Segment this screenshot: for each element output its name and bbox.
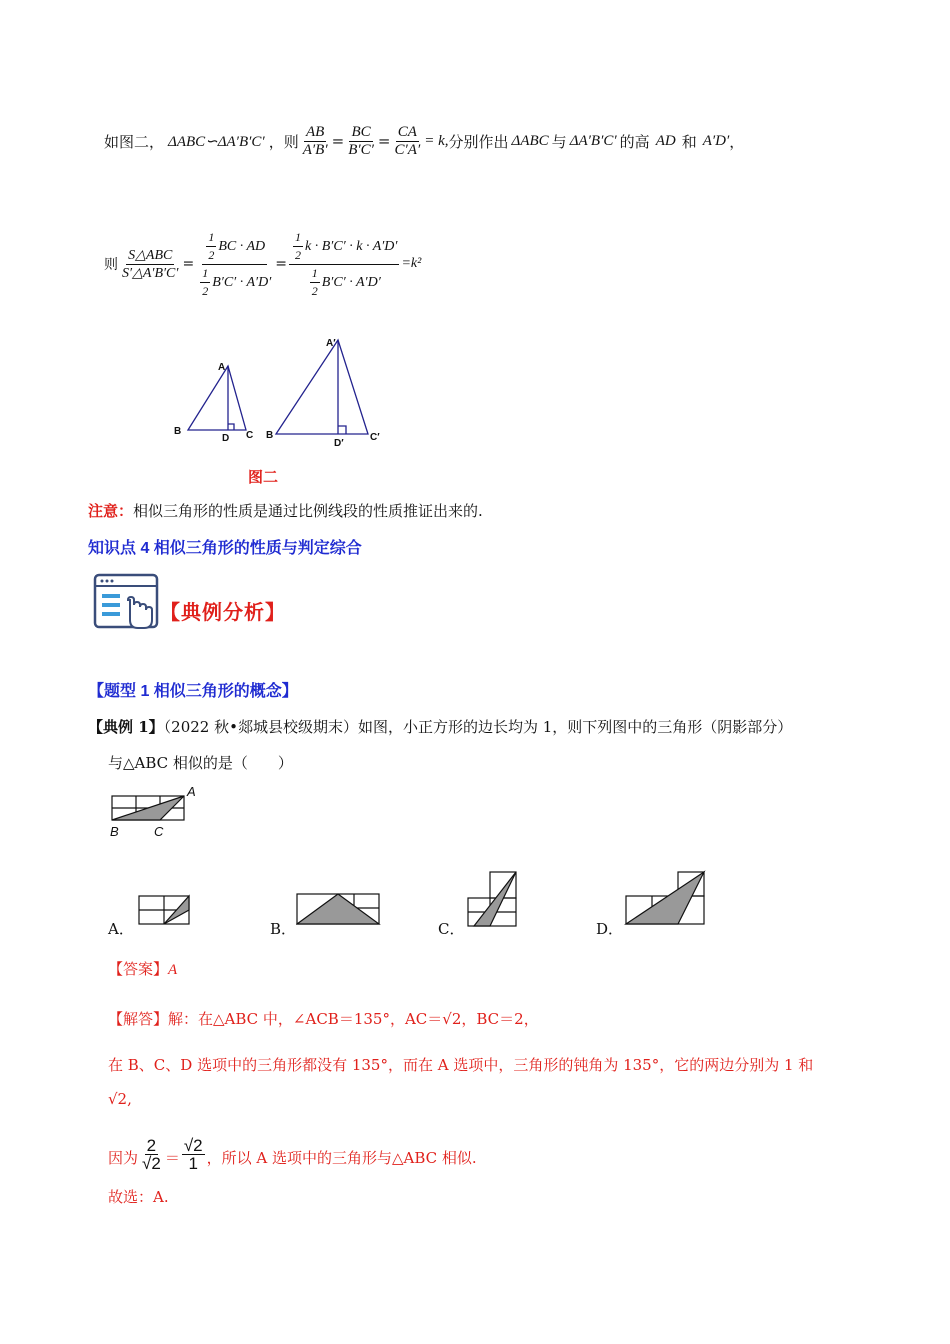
para-similar-ratio: 如图二， ΔABC∽ΔA′B′C′ ，则 $\frac{AB}{A'B'}$ = $\frac{BC}{B'C'}$ = $\frac{CA}{C'A'}$ = k, 分别作出 ΔABC 与 ΔA′B′C′ 的高 AD 和 A′D′ ， bbox=[104, 123, 745, 158]
example-question bbox=[88, 716, 792, 737]
para1-height: 的高 bbox=[619, 132, 650, 151]
solution-because: 因为 $\frac{2}{√2}$ ＝ $\frac{√2}{1}$ ，所以 A 选项中的三角形与△ABC 相似. bbox=[108, 1136, 477, 1173]
example-banner bbox=[92, 572, 312, 634]
option-b-figure[interactable] bbox=[296, 892, 382, 926]
option-c-figure[interactable] bbox=[466, 870, 518, 928]
solution-line3: √2, bbox=[108, 1090, 132, 1108]
ratio-ca: $\frac{CA}{C'A'}$ bbox=[394, 123, 421, 158]
option-d-label[interactable]: D． bbox=[596, 920, 624, 938]
area-ratio-middle: $\frac{1}{2}$ BC · AD $\frac{1}{2}$ B′C′ · A′D′ bbox=[202, 229, 272, 298]
similar-statement: ΔABC∽ΔA′B′C′ bbox=[168, 133, 265, 150]
solution-label: 【解答】 bbox=[108, 1010, 169, 1028]
example-line2: 与△ABC 相似的是（ ） bbox=[108, 754, 293, 772]
height-ad: AD bbox=[655, 132, 676, 149]
example-label: 【典例 1】 bbox=[88, 718, 164, 736]
banner-text: 【典例分析】 bbox=[160, 600, 286, 624]
option-b-label[interactable]: B． bbox=[270, 920, 297, 938]
option-a-figure[interactable] bbox=[138, 894, 192, 926]
label-b: B bbox=[110, 824, 119, 839]
worksheet-pointer-icon bbox=[92, 572, 162, 634]
label-small-d: D bbox=[222, 433, 230, 444]
figure-two-triangles bbox=[170, 330, 390, 450]
ratio-bc: $\frac{BC}{B'C'}$ bbox=[348, 123, 374, 158]
figure-caption: 图二 bbox=[248, 468, 279, 486]
triangle-abc-grid bbox=[104, 782, 204, 842]
label-large-b: B bbox=[266, 430, 274, 441]
solution-line1 bbox=[108, 1008, 539, 1029]
label-large-c: C′ bbox=[370, 432, 380, 443]
option-c-label[interactable]: C． bbox=[438, 920, 465, 938]
fraction-2-over-root2: $\frac{2}{√2}$ bbox=[142, 1136, 161, 1173]
para1-prefix: 如图二， bbox=[104, 132, 165, 151]
note bbox=[88, 500, 483, 521]
height-ad-prime: A′D′ bbox=[702, 132, 730, 149]
area-ratio-substituted: $\frac{1}{2}$ k · B′C′ · k · A′D′ $\frac{1}{2}$ B′C′ · A′D′ bbox=[289, 229, 399, 300]
section-title: 知识点 4 相似三角形的性质与判定综合 bbox=[88, 540, 362, 557]
small-triangle bbox=[188, 366, 246, 430]
large-triangle bbox=[276, 340, 368, 434]
label-small-b: B bbox=[174, 426, 182, 437]
label-a: A bbox=[187, 784, 196, 799]
option-d-figure[interactable] bbox=[624, 870, 708, 926]
para2-ze: 则 bbox=[104, 257, 118, 273]
area-ratio-formula: 则 $\frac{\text{S△ABC}}{S'\triangle A'B'C'}$ = $\frac{1}{2}$ BC · AD $\frac{1}{2}$ B′C′ · A′D′ = $\frac{1}{2}$ k · B′C′ · k · A′D′ $\frac{1}{2}$ B′C′ · A′D′ =k² bbox=[104, 229, 422, 298]
para1-yu: 与 bbox=[551, 132, 567, 151]
solution-line2: 在 B、C、D 选项中的三角形都没有 135°，而在 A 选项中，三角形的钝角为 135°，它的两边分别为 1 和 bbox=[108, 1056, 814, 1074]
label-small-a: A bbox=[218, 362, 226, 373]
label-c: C bbox=[154, 824, 164, 839]
answer-label: 【答案】 bbox=[108, 960, 169, 978]
solution-tail: ，所以 A 选项中的三角形与△ABC 相似. bbox=[206, 1149, 477, 1167]
note-text: 相似三角形的性质是通过比例线段的性质推证出来的. bbox=[133, 502, 483, 520]
solution-text1: 解：在△ABC 中，∠ACB＝135°，AC＝√2，BC＝2， bbox=[168, 1010, 539, 1028]
example-line1: （2022 秋•郯城县校级期末）如图，小正方形的边长均为 1，则下列图中的三角形（阴影部分） bbox=[163, 718, 793, 736]
ratio-ab: $\frac{AB}{A'B'}$ bbox=[302, 123, 328, 158]
label-large-d: D′ bbox=[334, 438, 344, 449]
label-small-c: C bbox=[246, 430, 254, 441]
option-a-label[interactable]: A． bbox=[108, 920, 134, 938]
para1-mid: 分别作出 bbox=[448, 132, 509, 151]
para1-he: 和 bbox=[681, 132, 697, 151]
area-ratio-result: =k² bbox=[401, 256, 422, 271]
triangle-abc: ΔABC bbox=[511, 132, 549, 149]
para1-then: ，则 bbox=[268, 132, 299, 151]
solution-conclusion: 故选：A. bbox=[108, 1188, 169, 1206]
note-label: 注意： bbox=[88, 502, 134, 520]
answer bbox=[108, 958, 177, 979]
area-ratio-lhs: $\frac{\text{S△ABC}}{S'\triangle A'B'C'}$ bbox=[122, 247, 179, 281]
label-large-a: A′ bbox=[326, 338, 336, 349]
fraction-root2-over-1: $\frac{√2}{1}$ bbox=[183, 1136, 203, 1173]
triangle-abc-prime: ΔA′B′C′ bbox=[569, 132, 617, 149]
equals-k: = k, bbox=[424, 132, 449, 149]
answer-value: A bbox=[168, 962, 178, 978]
type-heading: 【题型 1 相似三角形的概念】 bbox=[88, 683, 298, 700]
